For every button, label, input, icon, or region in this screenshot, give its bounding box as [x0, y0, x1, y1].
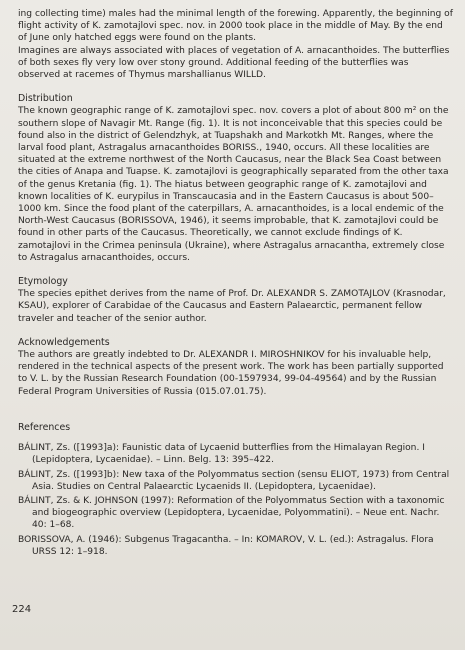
etymology-section	[18, 276, 453, 325]
acknowledgements-section	[18, 337, 453, 398]
acknowledgements-heading: Acknowledgements	[18, 336, 110, 348]
references-section	[18, 422, 453, 558]
acknowledgements-text: The authors are greatly indebted to Dr. ALEXANDR I. MIROSHNIKOV for his invaluable help, rendered in the technical aspects of the present work. The work has been partially supported to V. L. by the Russian Research Foundation (00-1597934, 99-04-49564) and by the Russian Federal Program Universities of Russia (015.07.01.75).	[18, 350, 444, 397]
intro-paragraph-2: Imagines are always associated with places of vegetation of A. arnacanthoides. The butterflies of both sexes fly very low over stony ground. Additional feeding of the butterflies was observed at racemes of Thymus marshallianus WILLD.	[18, 45, 450, 81]
reference-entry: BÁLINT, Zs. ([1993]a): Faunistic data of Lycaenid butterflies from the Himalayan Region. I (Lepidoptera, Lycaenidae). – Linn. Belg. 13: 395–422.	[18, 443, 425, 466]
references-heading: References	[18, 421, 71, 433]
intro-paragraph-1: ing collecting time) males had the minimal length of the forewing. Apparently, the beginning of flight activity of K. zamotajlovi spec. nov. in 2000 took place in the middle of May. By the end of June only hatched eggs were found on the plants.	[18, 9, 453, 44]
page-number: 224	[12, 604, 32, 615]
distribution-section	[18, 93, 453, 264]
etymology-text: The species epithet derives from the name of Prof. Dr. ALEXANDR S. ZAMOTAJLOV (Krasnodar, KSAU), explorer of Carabidae of the Caucasus and Eastern Palaearctic, permanent fellow traveler and teacher of the senior author.	[18, 289, 446, 324]
page-body	[18, 8, 453, 560]
reference-entry: BÁLINT, Zs. & K. JOHNSON (1997): Reformation of the Polyommatus Section with a taxonomic and biogeographic overview (Lepidoptera, Lycaenidae, Polyommatini). – Neue ent. Nachr. 40: 1–68.	[18, 495, 445, 531]
distribution-text: The known geographic range of K. zamotajlovi spec. nov. covers a plot of about 800 m² on the southern slope of Navagir Mt. Range (fig. 1). It is not inconceivable that this species could be found also in the district of Gelendzhyk, at Tuapshakh and Markotkh Mt. Ranges, where the larval food plant, Astragalus arnacanthoides BORISS., 1940, occurs. All these localities are situated at the extreme northwest of the North Caucasus, near the Black Sea Coast between the cities of Anapa and Tuapse. K. zamotajlovi is geographically separated from the other taxa of the genus Kretania (fig. 1). The hiatus between geographic range of K. zamotajlovi and known localities of K. eurypilus in Transcaucasia and in the Eastern Caucasus is about 500–1000 km. Since the food plant of the caterpillars, A. arnacanthoides, is a local endemic of the North-West Caucasus (BORISSOVA, 1946), it seems improbable, that K. zamotajlovi could be found in other parts of the Caucasus. Theoretically, we cannot exclude findings of K. zamotajlovi in the Crimea peninsula (Ukraine), where Astragalus arnacantha, extremely close to Astragalus arnacanthoides, occurs.	[18, 106, 449, 263]
distribution-heading: Distribution	[18, 93, 73, 105]
reference-entry: BÁLINT, Zs. ([1993]b): New taxa of the Polyommatus section (sensu ELIOT, 1973) from Central Asia. Studies on Central Palaearctic Lycaenids II. (Lepidoptera, Lycaenidae).	[18, 469, 450, 492]
reference-entry: BORISSOVA, A. (1946): Subgenus Tragacantha. – In: KOMAROV, V. L. (ed.): Astragalus. Flora URSS 12: 1–918.	[18, 534, 434, 557]
etymology-heading: Etymology	[18, 276, 68, 288]
